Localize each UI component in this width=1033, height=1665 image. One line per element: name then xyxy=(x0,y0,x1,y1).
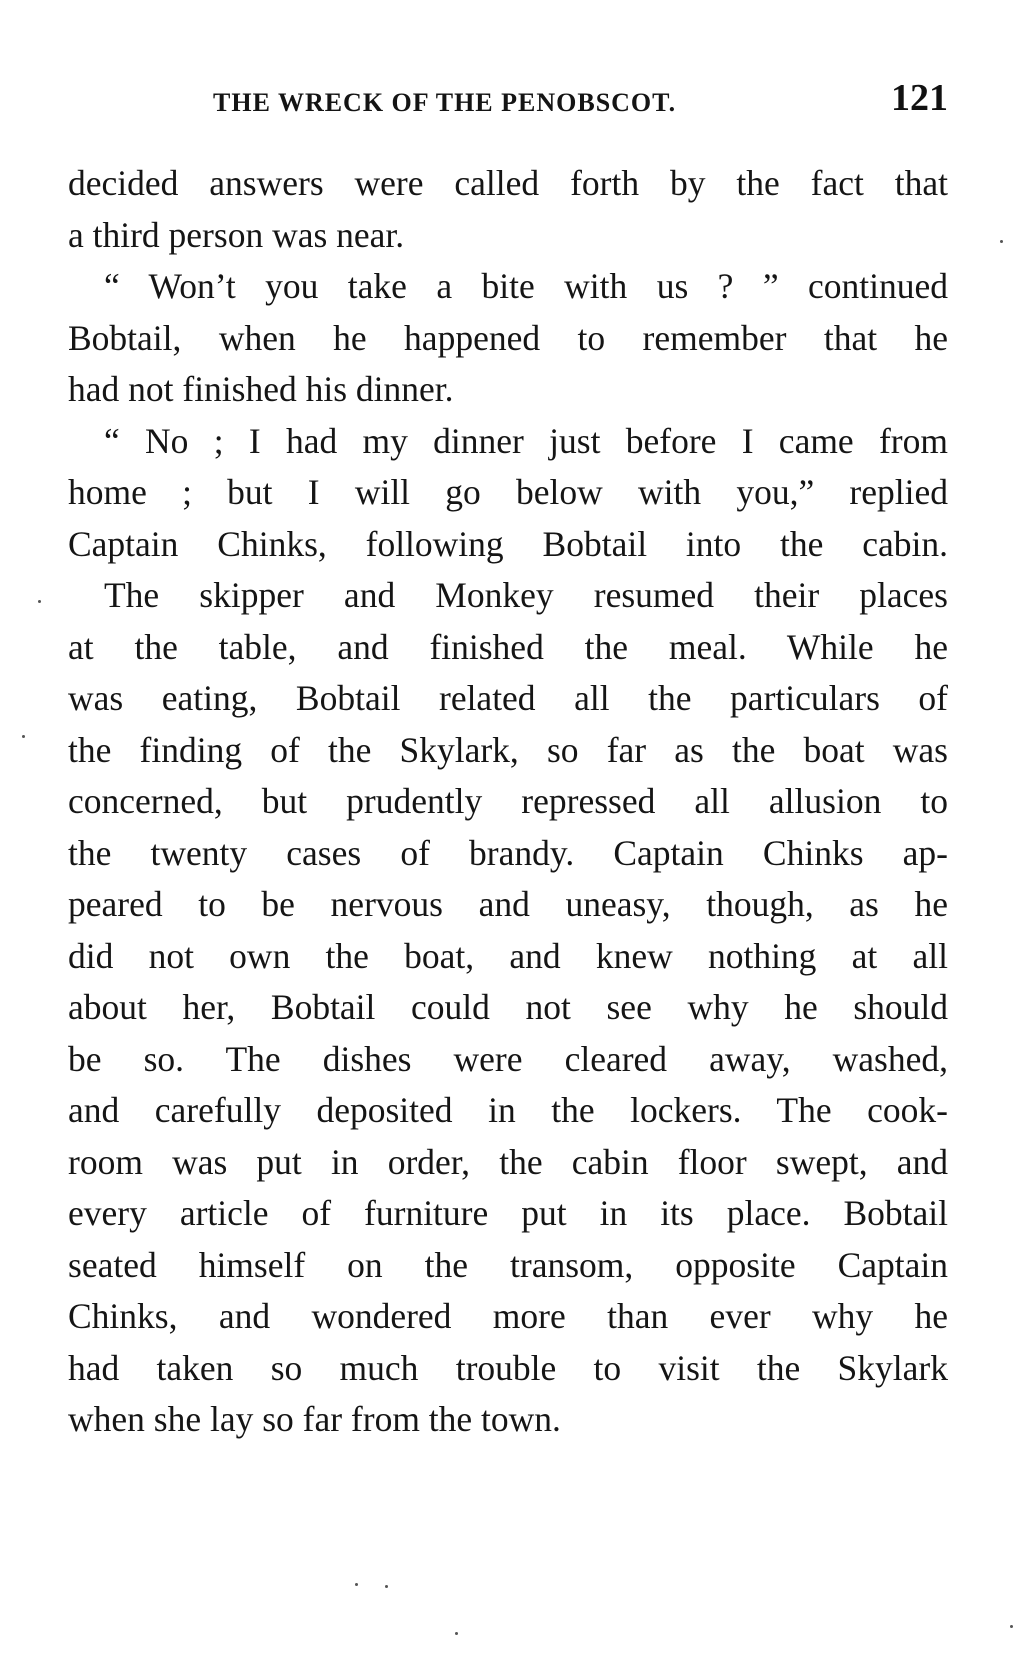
scan-speck xyxy=(355,1583,358,1586)
text-line: and carefully deposited in the lockers. The cook- xyxy=(68,1090,948,1130)
scan-speck xyxy=(455,1632,458,1635)
text-line: about her, Bobtail could not see why he should xyxy=(68,987,948,1027)
scan-speck xyxy=(22,735,25,738)
text-line: be so. The dishes were cleared away, washed, xyxy=(68,1038,948,1079)
running-head xyxy=(68,76,948,126)
scan-speck xyxy=(385,1585,388,1588)
page-number: 121 xyxy=(891,77,948,119)
text-line: had not finished his dinner. xyxy=(68,369,454,409)
scan-speck xyxy=(1010,1625,1013,1628)
running-title: THE WRECK OF THE PENOBSCOT. xyxy=(213,88,677,117)
text-line: The skipper and Monkey resumed their places xyxy=(104,575,948,615)
scan-speck xyxy=(1000,240,1003,243)
text-line: decided answers were called forth by the fact that xyxy=(68,163,948,203)
text-line: peared to be nervous and uneasy, though, as he xyxy=(68,884,948,924)
text-line: when she lay so far from the town. xyxy=(68,1399,561,1439)
text-line: “ Won’t you take a bite with us ? ” continued xyxy=(104,266,948,306)
text-line: Bobtail, when he happened to remember that he xyxy=(68,317,948,358)
text-line: “ No ; I had my dinner just before I came from xyxy=(104,420,948,461)
text-line: did not own the boat, and knew nothing at all xyxy=(68,935,948,976)
text-line: Chinks, and wondered more than ever why he xyxy=(68,1296,948,1336)
text-line: concerned, but prudently repressed all allusion to xyxy=(68,781,948,821)
text-line: every article of furniture put in its place. Bobtail xyxy=(68,1193,948,1233)
text-line: Captain Chinks, following Bobtail into the cabin. xyxy=(68,523,948,564)
text-line: seated himself on the transom, opposite Captain xyxy=(68,1244,948,1285)
scan-speck xyxy=(38,600,41,603)
text-line: a third person was near. xyxy=(68,214,405,255)
text-line: was eating, Bobtail related all the particulars of xyxy=(68,678,948,718)
text-line: at the table, and finished the meal. While he xyxy=(68,626,948,667)
text-line: the twenty cases of brandy. Captain Chinks ap- xyxy=(68,832,948,873)
body-text xyxy=(68,158,948,1446)
text-line: home ; but I will go below with you,” replied xyxy=(68,472,948,512)
text-line: the finding of the Skylark, so far as the boat was xyxy=(68,729,948,770)
text-line: room was put in order, the cabin floor swept, and xyxy=(68,1141,948,1182)
text-line: had taken so much trouble to visit the Skylark xyxy=(68,1347,948,1388)
